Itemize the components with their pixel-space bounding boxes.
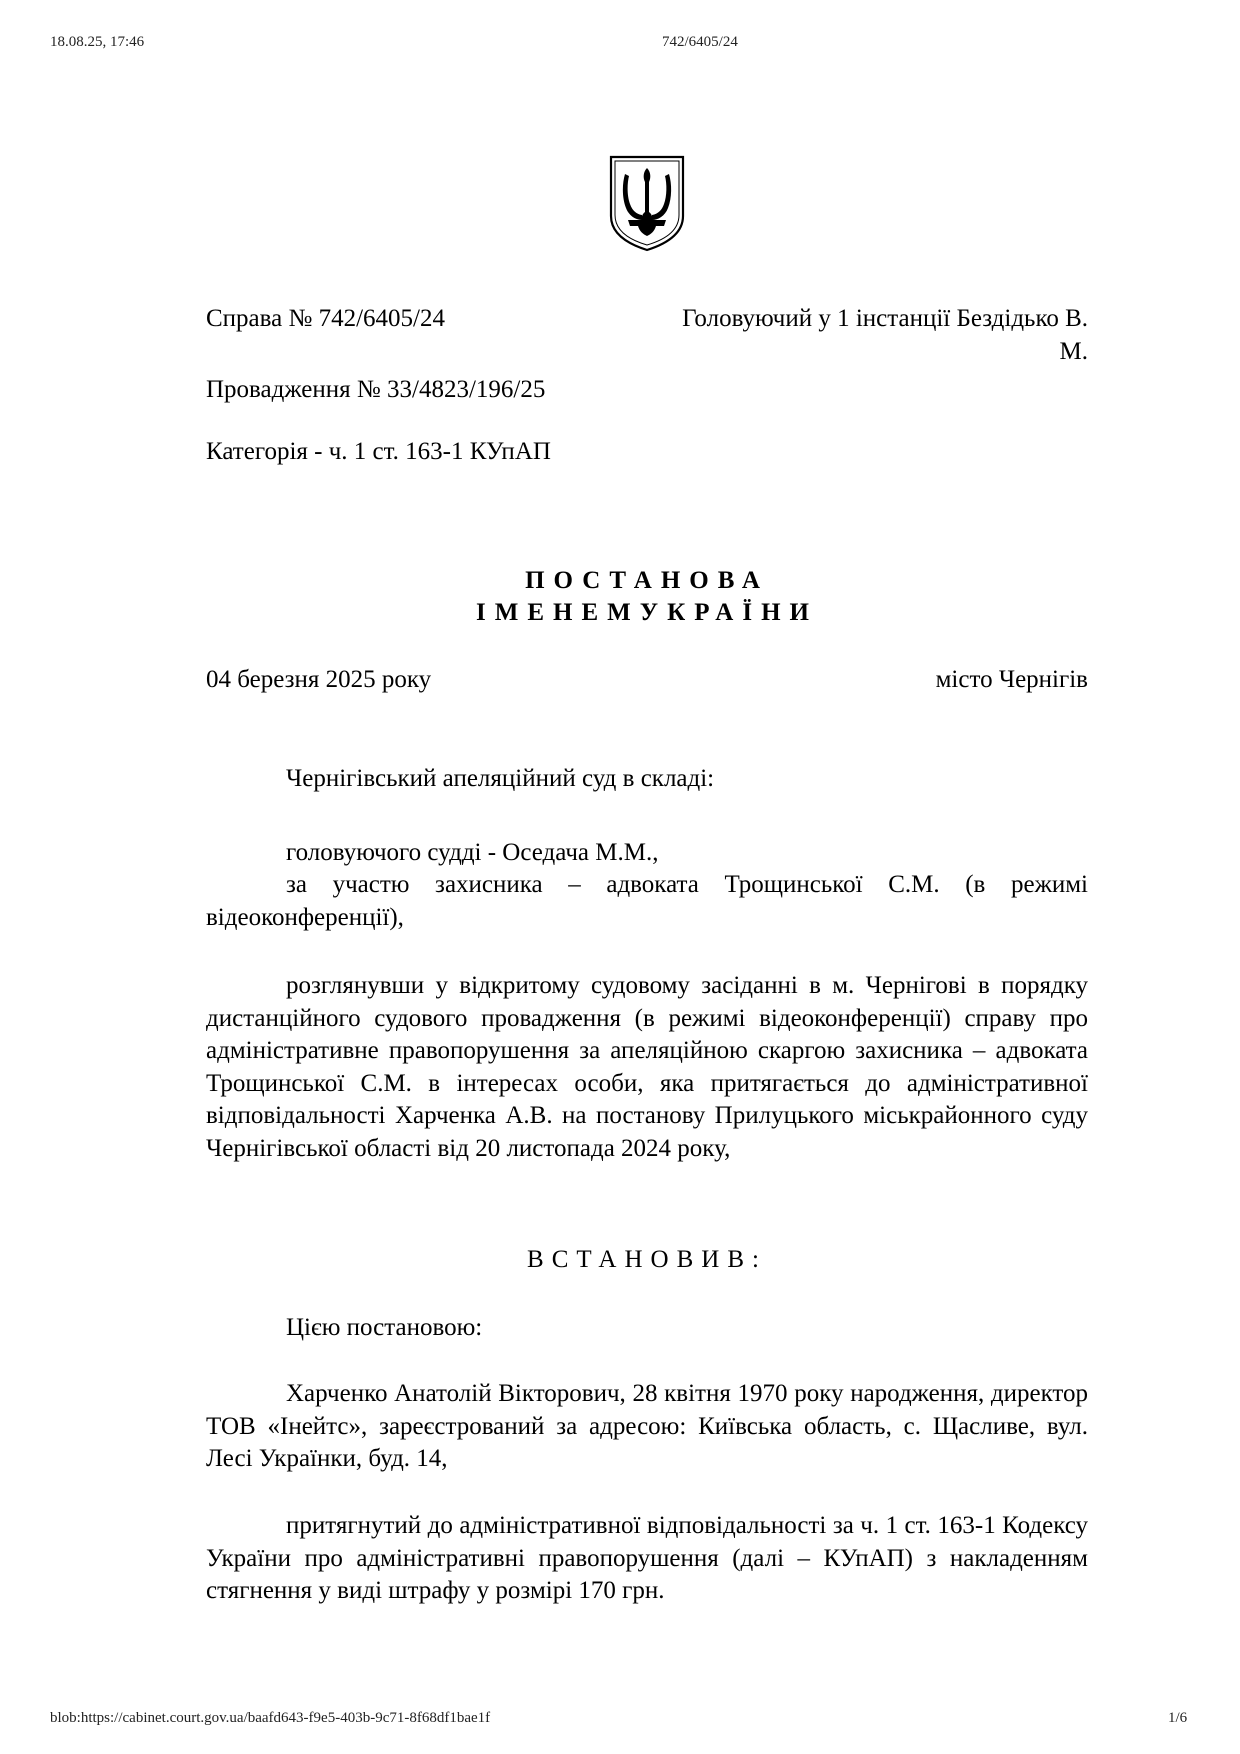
category: Категорія - ч. 1 ст. 163-1 КУпАП <box>206 438 551 465</box>
by-this-resolution: Цією постановою: <box>286 1314 483 1341</box>
liability-paragraph: притягнутий до адміністративної відповідальності за ч. 1 ст. 163-1 Кодексу України про адміністративні правопорушення (далі – КУпАП) з накладенням стягнення у виді штрафу у розмірі 170 грн. <box>206 1512 1088 1604</box>
consideration-paragraph: розглянувши у відкритому судовому засіданні в м. Чернігові в порядку дистанційного судового провадження (в режимі відеоконференції) справу про адміністративне правопорушення за апеляційною скаргою захисника – адвоката Трощинської С.М. в інтересах особи, яка притягається до адміністративної відповідальності Харченка А.В. на постанову Прилуцького міськрайонного суду Чернігівської області від 20 листопада 2024 року, <box>206 972 1088 1162</box>
case-number: Справа № 742/6405/24 <box>206 305 445 332</box>
document-title: ПОСТАНОВА <box>525 567 769 594</box>
presiding-first-instance-continued: М. <box>1059 338 1088 365</box>
print-datetime: 18.08.25, 17:46 <box>50 34 145 50</box>
court-composition: Чернігівський апеляційний суд в складі: <box>286 765 715 792</box>
print-page-title: 742/6405/24 <box>662 34 738 50</box>
proceedings-number: Провадження № 33/4823/196/25 <box>206 376 546 403</box>
print-page-number: 1/6 <box>1168 1710 1188 1726</box>
decision-date: 04 березня 2025 року <box>206 666 432 693</box>
defender: за участю захисника – адвоката Трощинської С.М. (в режимі відеоконференції), <box>206 871 1088 931</box>
coat-of-arms-icon <box>608 154 686 253</box>
person-paragraph: Харченко Анатолій Вікторович, 28 квітня 1970 року народження, директор ТОВ «Інейтс», зареєстрований за адресою: Київська область, с. Щасливе, вул. Лесі Українки, буд. 14, <box>206 1380 1088 1472</box>
established-heading: ВСТАНОВИВ: <box>527 1246 767 1273</box>
print-url: blob:https://cabinet.court.gov.ua/baafd643-f9e5-403b-9c71-8f68df1bae1f <box>50 1710 491 1726</box>
document-subtitle: ІМЕНЕМУКРАЇНИ <box>476 599 818 626</box>
presiding-judge: головуючого судді - Оседача М.М., <box>286 839 659 866</box>
presiding-first-instance: Головуючий у 1 інстанції Бездідько В. <box>682 305 1088 332</box>
decision-city: місто Чернігів <box>935 666 1088 693</box>
